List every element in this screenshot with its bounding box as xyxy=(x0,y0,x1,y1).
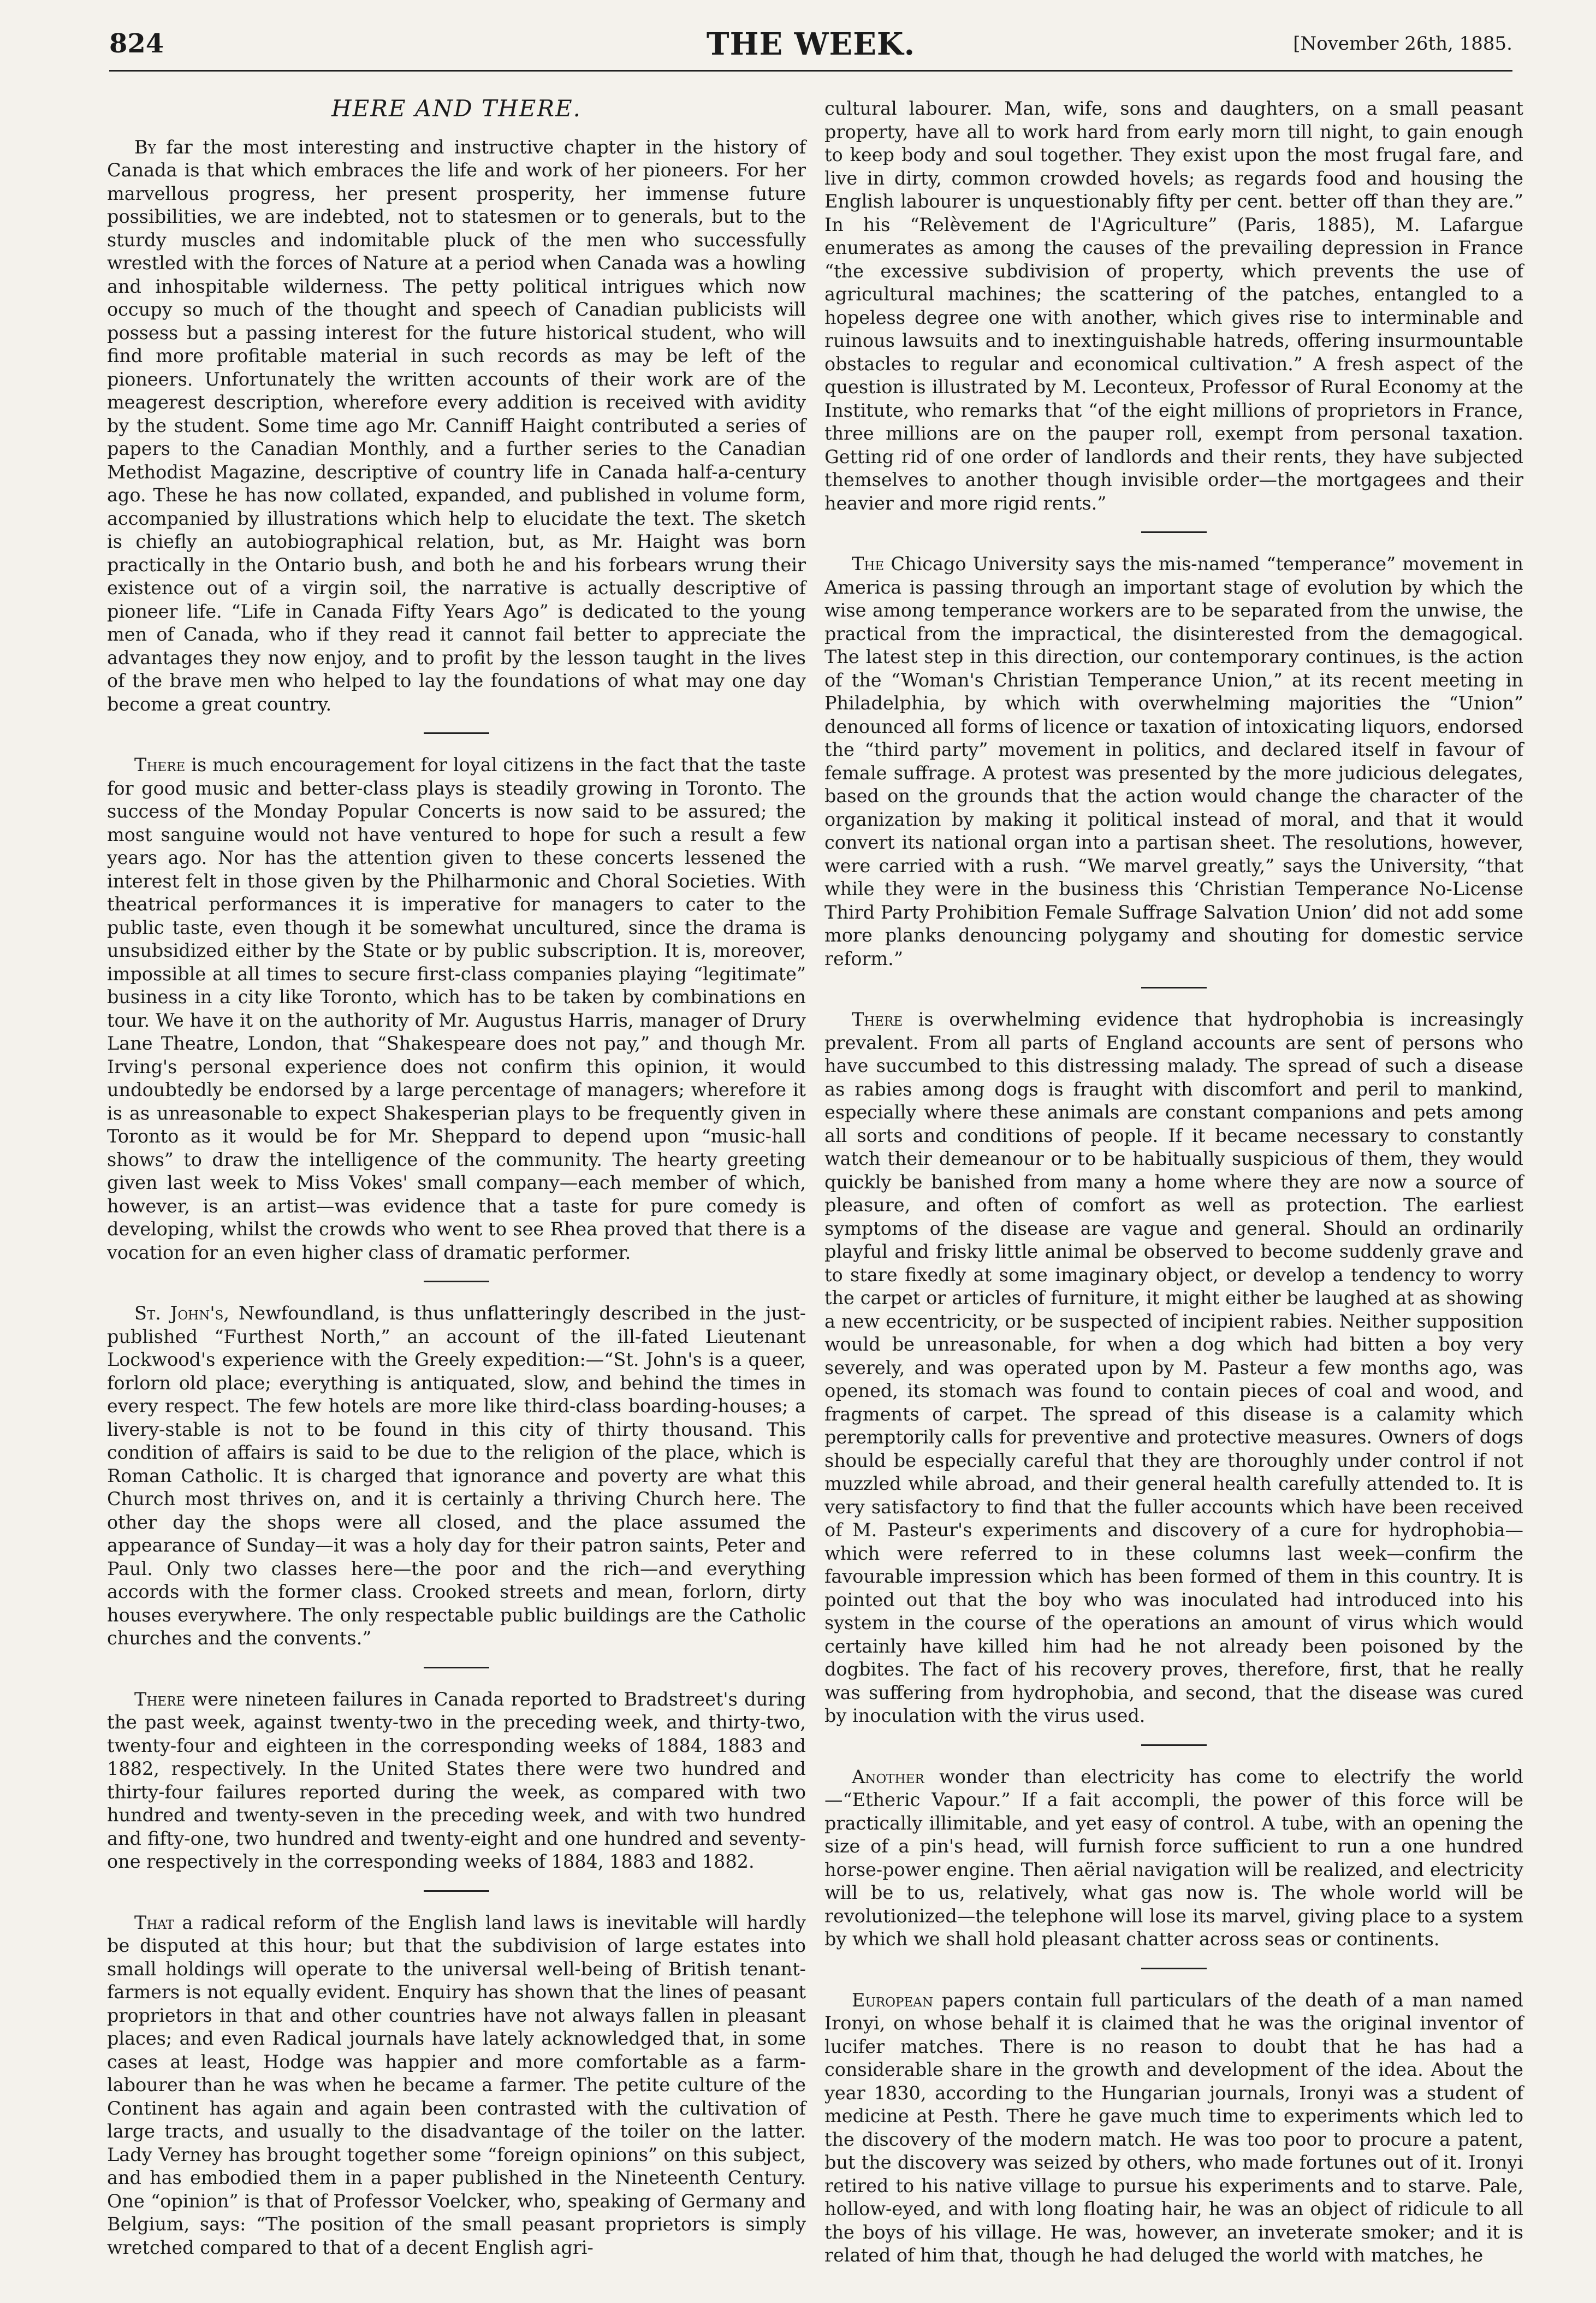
article-paragraph xyxy=(824,1989,1523,2268)
paragraph-text: is overwhelming evidence that hydrophobia is increasingly prevalent. From all parts of England accounts are sent of persons who have succumbed to this distressing malady. The spread of such a disease as rabies among dogs is fraught with discomfort and peril to mankind, especially where these animals are constant companions and pets among all sorts and conditions of people. If it became necessary to constantly watch their demeanour or to be habitually suspicious of them, they would quickly be banished from many a home where they are now a source of pleasure, and often of comfort as well as protection. The earliest symptoms of the disease are vague and general. Should an ordinarily playful and frisky little animal be observed to become suddenly grave and to stare fixedly at some imaginary object, or develop a tendency to worry the carpet or articles of furniture, it might either be laughed at as showing a new eccentricity, or be suspected of incipient rabies. Neither supposition would be unreasonable, for when a dog which had bitten a boy very severely, and was operated upon by M. Pasteur a few months ago, was opened, its stomach was found to contain pieces of coal and wood, and fragments of carpet. The spread of this disease is a calamity which peremptorily calls for preventive and protective measures. Owners of dogs should be especially careful that they are thoroughly under control if not muzzled while abroad, and their general health carefully attended to. It is very satisfactory to find that the fuller accounts which have been received of M. Pasteur's experiments and discovery of a cure for hydrophobia—which were referred to in these columns last week—confirm the favourable impression which has been formed of them in this country. It is pointed out that the boy who was inoculated had introduced into his system in the course of the operations an amount of virus which would certainly have killed him had he not already been poisoned by the dogbites. The fact of his recovery proves, therefore, first, that he really was suffering from hydrophobia, and second, that the disease was cured by inoculation with the virus used. xyxy=(824,1009,1523,1726)
article-paragraph xyxy=(107,1688,806,1874)
paragraph-text: cultural labourer. Man, wife, sons and daughters, on a small peasant property, have all to work hard from early morn till night, to gain enough to keep body and soul together. They exist upon the most frugal fare, and live in dirty, common crowded hovels; as regards food and housing the English labourer is unquestionably fifty per cent. better off than they are.” In his “Relèvement de l'Agriculture” (Paris, 1885), M. Lafargue enumerates as among the causes of the prevailing depression in France “the excessive subdivision of property, which prevents the use of agricultural machines; the scattering of the patches, entangled to a hopeless degree one with another, which gives rise to interminable and ruinous lawsuits and to inextinguishable hatreds, offering insurmountable obstacles to regular and economical cultivation.” A fresh aspect of the question is illustrated by M. Leconteux, Professor of Rural Economy at the Institute, who remarks that “of the eight millions of proprietors in France, three millions are on the pauper roll, exempt from personal taxation. Getting rid of one order of landlords and their rents, they have subjected themselves to another though invisible order—the mortgagees and their heavier and more rigid rents.” xyxy=(824,98,1523,514)
paragraph-text: is much encouragement for loyal citizens in the fact that the taste for good music and better-class plays is steadily growing in Toronto. The success of the Monday Popular Concerts is now said to be assured; the most sanguine would not have ventured to hope for such a result a few years ago. Nor has the attention given to these concerts lessened the interest felt in those given by the Philharmonic and Choral Societies. With theatrical performances it is imperative for managers to cater to the public taste, even though it be somewhat uncultured, since the drama is unsubsidized either by the State or by public subscription. It is, moreover, impossible at all times to secure first-class companies playing “legitimate” business in a city like Toronto, which has to be taken by combinations en tour. We have it on the authority of Mr. Augustus Harris, manager of Drury Lane Theatre, London, that “Shakespeare does not pay,” and though Mr. Irving's personal experience does not confirm this opinion, it would undoubtedly be endorsed by a large percentage of managers; wherefore it is as unreasonable to expect Shakesperian plays to be frequently given in Toronto as it would be for Mr. Sheppard to depend upon “music-hall shows” to draw the intelligence of the community. The hearty greeting given last week to Miss Vokes' small company—each member of which, however, is an artist—was evidence that a taste for pure comedy is developing, whilst the crowds who went to see Rhea proved that there is a vocation for an even higher class of dramatic performer. xyxy=(107,754,806,1263)
page-header xyxy=(109,26,1512,72)
page-number: 824 xyxy=(109,28,164,59)
paragraph-text: papers contain full particulars of the death of a man named Ironyi, on whose behalf it is claimed that he was the original inventor of lucifer matches. There is no reason to doubt that he has had a considerable share in the growth and development of the idea. About the year 1830, according to the Hungarian journals, Ironyi was a student of medicine at Pesth. There he gave much time to experiments which led to the discovery of the modern match. He was too poor to procure a patent, but the discovery was seized by others, who made fortunes out of it. Ironyi retired to his native village to pursue his experiments and to starve. Pale, hollow-eyed, and with long floating hair, he was an object of ridicule to all the boys of his village. He was, however, an inveterate smoker; and it is related of him that, though he had deluged the world with matches, he xyxy=(824,1989,1523,2266)
section-divider xyxy=(1141,1744,1207,1746)
section-divider xyxy=(1141,987,1207,988)
article-paragraph xyxy=(824,1008,1523,1728)
section-divider xyxy=(1141,531,1207,533)
paragraph-text: Chicago University says the mis-named “temperance” movement in America is passing through an important stage of evolution by which the wise among temperance workers are to be separated from the unwise, the practical from the impractical, the disinterested from the demagogical. The latest step in this direction, our contemporary continues, is the action of the “Woman's Christian Temperance Union,” at its recent meeting in Philadelphia, by which with overwhelming majorities the “Union” denounced all forms of licence or taxation of intoxicating liquors, endorsed the “third party” movement in politics, and declared itself in favour of female suffrage. A protest was presented by the more judicious delegates, based on the grounds that the action would change the character of the organization by making it political instead of moral, and that it would convert its national organ into a partisan sheet. The resolutions, however, were carried with a rush. “We marvel greatly,” says the University, “that while they were in the business this ‘Christian Temperance No-License Third Party Prohibition Female Suffrage Salvation Union’ did not add some more planks denouncing polygamy and shouting for domestic service reform.” xyxy=(824,553,1523,969)
section-divider xyxy=(424,732,489,734)
right-column xyxy=(824,97,1523,2268)
paragraph-lead: Another xyxy=(852,1766,924,1787)
article-paragraph xyxy=(107,1302,806,1650)
left-column xyxy=(107,97,806,2259)
paragraph-lead: That xyxy=(134,1911,175,1933)
section-title: HERE AND THERE. xyxy=(331,95,582,122)
article-paragraph xyxy=(107,136,806,717)
section-divider xyxy=(424,1667,489,1668)
article-paragraph xyxy=(824,97,1523,515)
paragraph-lead: There xyxy=(134,754,186,775)
paragraph-text: wonder than electricity has come to electrify the world—“Etheric Vapour.” If a fait accompli, the power of this force will be practically illimitable, and yet easy of control. A tube, with an opening the size of a pin's head, will furnish force sufficient to run a one hundred horse-power engine. Then aërial navigation will be realized, and electricity will be to us, relatively, what gas now is. The whole world will be revolutionized—the telephone will lose its marvel, giving place to a system by which we shall hold pleasant chatter across seas or continents. xyxy=(824,1766,1523,1950)
paragraph-lead: There xyxy=(852,1009,903,1030)
section-divider xyxy=(424,1281,489,1282)
article-paragraph xyxy=(824,1766,1523,1951)
paragraph-text: , Newfoundland, is thus unflatteringly described in the just-published “Furthest North,” an account of the ill-fated Lieutenant Lockwood's experience with the Greely expedition:—“St. John's is a queer, forlorn old place; everything is antiquated, slow, and behind the times in every respect. The few hotels are more like third-class boarding-houses; a livery-stable is not to be found in this city of thirty thousand. This condition of affairs is said to be due to the religion of the place, which is Roman Catholic. It is charged that ignorance and poverty are what this Church most thrives on, and it is certainly a thriving Church here. The other day the shops were all closed, and the place assumed the appearance of Sunday—it was a holy day for their patron saints, Peter and Paul. Only two classes here—the poor and the rich—and everything accords with the former class. Crooked streets and mean, forlorn, dirty houses everywhere. The only respectable public buildings are the Catholic churches and the convents.” xyxy=(107,1303,806,1649)
masthead: THE WEEK. xyxy=(706,26,916,62)
section-divider xyxy=(424,1890,489,1892)
paragraph-text: far the most interesting and instructive chapter in the history of Canada is that which embraces the life and work of her pioneers. For her marvellous progress, her present prosperity, her immense future possibilities, we are indebted, not to statesmen or to generals, but to the sturdy muscles and indomitable pluck of the men who successfully wrestled with the forces of Nature at a period when Canada was a howling and inhospitable wilderness. The petty political intrigues which now occupy so much of the thought and speech of Canadian publicists will possess but a passing interest for the future historical student, who will find more profitable material in such records as may be left of the pioneers. Unfortunately the written accounts of their work are of the meagerest description, wherefore every addition is received with avidity by the student. Some time ago Mr. Canniff Haight contributed a series of papers to the Canadian Monthly, and a further series to the Canadian Methodist Magazine, descriptive of country life in Canada half-a-century ago. These he has now collated, expanded, and published in volume form, accompanied by illustrations which help to elucidate the text. The sketch is chiefly an autobiographical relation, but, as Mr. Haight was born practically in the Ontario bush, and both he and his forbears wrung their existence out of a virgin soil, the narrative is actually descriptive of pioneer life. “Life in Canada Fifty Years Ago” is dedicated to the young men of Canada, who if they read it cannot fail better to appreciate the advantages they now enjoy, and to profit by the lesson taught in the lives of the brave men who helped to lay the foundations of what may one day become a great country. xyxy=(107,136,806,715)
paragraph-lead: European xyxy=(852,1989,934,2011)
paragraph-lead: By xyxy=(134,136,156,158)
paragraph-text: were nineteen failures in Canada reported to Bradstreet's during the past week, against twenty-two in the preceding week, and thirty-two, twenty-four and eighteen in the corresponding weeks of 1884, 1883 and 1882, respectively. In the United States there were two hundred and thirty-four failures reported during the week, as compared with two hundred and twenty-seven in the preceding week, and with two hundred and fifty-one, two hundred and twenty-eight and one hundred and seventy-one respectively in the corresponding weeks of 1884, 1883 and 1882. xyxy=(107,1688,806,1872)
article-paragraph xyxy=(107,754,806,1264)
paragraph-lead: St. John's xyxy=(134,1303,224,1324)
article-paragraph xyxy=(824,553,1523,970)
paragraph-text: a radical reform of the English land laws is inevitable will hardly be disputed at this hour; but that the subdivision of large estates into small holdings will operate to the universal well-being of British tenant-farmers is not equally evident. Enquiry has shown that the lines of peasant proprietors in that and other countries have not always fallen in pleasant places; and even Radical journals have lately acknowledged that, in some cases at least, Hodge was happier and more comfortable as a farm-labourer than he was when he became a farmer. The petite culture of the Continent has again and again been contrasted with the cultivation of large tracts, and usually to the disadvantage of the toiler on the latter. Lady Verney has brought together some “foreign opinions” on this subject, and has embodied them in a paper published in the Nineteenth Century. One “opinion” is that of Professor Voelcker, who, speaking of Germany and Belgium, says: “The position of the small peasant proprietors is simply wretched compared to that of a decent English agri- xyxy=(107,1911,806,2258)
paragraph-lead: There xyxy=(134,1688,186,1710)
section-divider xyxy=(1141,1968,1207,1969)
article-paragraph xyxy=(107,1911,806,2260)
paragraph-lead: The xyxy=(852,553,885,575)
issue-date: [November 26th, 1885. xyxy=(1293,33,1512,55)
